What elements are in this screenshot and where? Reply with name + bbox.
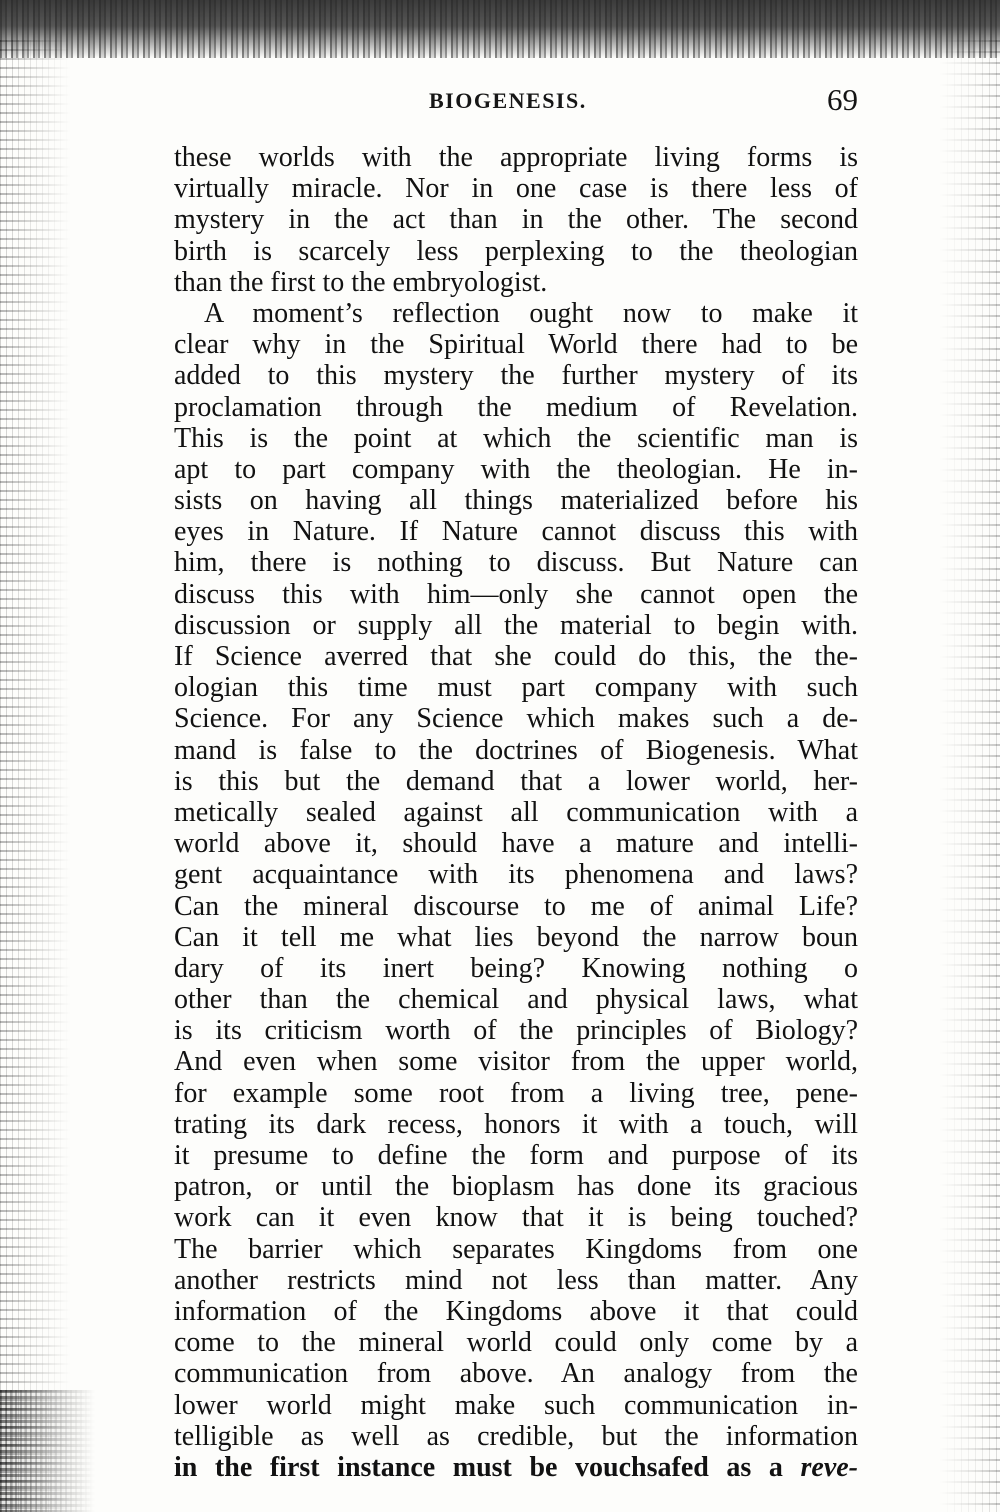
text-line: birth is scarcely less perplexing to the theologian — [174, 235, 858, 267]
text-line: come to the mineral world could only come by a — [174, 1327, 858, 1359]
text-line: world above it, should have a mature and intelli- — [174, 828, 858, 860]
scan-edge-right — [940, 40, 1000, 1512]
text-line: than the first to the embryologist. — [174, 266, 548, 298]
final-line-text: in the first instance must be vouchsafed as a — [174, 1451, 783, 1483]
text-line: proclamation through the medium of Revelation. — [174, 391, 858, 423]
text-line: dary of its inert being? Knowing nothing o — [174, 952, 858, 984]
text-line: Science. For any Science which makes such a de- — [174, 703, 858, 735]
text-line: telligible as well as credible, but the information — [174, 1420, 858, 1452]
text-line: patron, or until the bioplasm has done its gracious — [174, 1171, 858, 1203]
text-line: The barrier which separates Kingdoms from one — [174, 1233, 858, 1265]
running-head: BIOGENESIS. — [429, 88, 587, 113]
text-line: trating its dark recess, honors it with a touch, will — [174, 1108, 858, 1140]
text-line: lower world might make such communication in- — [174, 1389, 858, 1421]
text-line: for example some root from a living tree, pene- — [174, 1077, 858, 1109]
text-line: added to this mystery the further mystery of its — [174, 360, 858, 392]
scan-edge-top — [0, 0, 1000, 58]
text-line: eyes in Nature. If Nature cannot discuss this with — [174, 516, 858, 548]
text-line: A moment’s reflection ought now to make it — [204, 297, 858, 329]
text-line: it presume to define the form and purpose of its — [174, 1140, 858, 1171]
text-line: discuss this with him—only she cannot open the — [174, 578, 858, 610]
text-line: information of the Kingdoms above it that could — [174, 1295, 858, 1327]
text-line: another restricts mind not less than matter. Any — [174, 1264, 858, 1296]
text-line: is this but the demand that a lower world, her- — [174, 765, 858, 797]
page-header — [174, 84, 862, 124]
text-line: discussion or supply all the material to begin with. — [174, 609, 858, 641]
text-line: other than the chemical and physical laws, what — [174, 984, 858, 1016]
page-number: 69 — [827, 82, 858, 117]
text-line: metically sealed against all communication with a — [174, 796, 858, 828]
text-line: mystery in the act than in the other. The second — [174, 204, 858, 236]
text-line: him, there is nothing to discuss. But Nature can — [174, 547, 858, 579]
text-line: ologian this time must part company with such — [174, 672, 858, 704]
text-line: mand is false to the doctrines of Biogenesis. What — [174, 734, 858, 766]
text-line-final — [174, 1452, 858, 1483]
text-line: gent acquaintance with its phenomena and laws? — [174, 859, 858, 891]
text-line: Can the mineral discourse to me of animal Life? — [174, 890, 858, 922]
text-line: clear why in the Spiritual World there had to be — [174, 329, 858, 361]
text-line: is its criticism worth of the principles of Biology? — [174, 1015, 858, 1047]
text-line: sists on having all things materialized before his — [174, 485, 858, 517]
text-line: And even when some visitor from the upper world, — [174, 1046, 858, 1078]
scan-edge-left-bottom — [0, 1390, 95, 1512]
text-line: these worlds with the appropriate living forms is — [174, 142, 858, 173]
text-line: work can it even know that it is being touched? — [174, 1202, 858, 1234]
text-line: Can it tell me what lies beyond the narrow boun — [174, 921, 858, 953]
text-line: communication from above. An analogy from the — [174, 1358, 858, 1390]
italic-word: reve- — [800, 1451, 859, 1483]
scan-edge-left — [0, 40, 70, 1512]
text-line: This is the point at which the scientific man is — [174, 422, 858, 454]
text-line: apt to part company with the theologian. He in- — [174, 453, 858, 485]
body-text — [174, 142, 858, 1483]
text-line: If Science averred that she could do this, the the- — [174, 641, 858, 672]
text-line: virtually miracle. Nor in one case is there less of — [174, 173, 858, 205]
